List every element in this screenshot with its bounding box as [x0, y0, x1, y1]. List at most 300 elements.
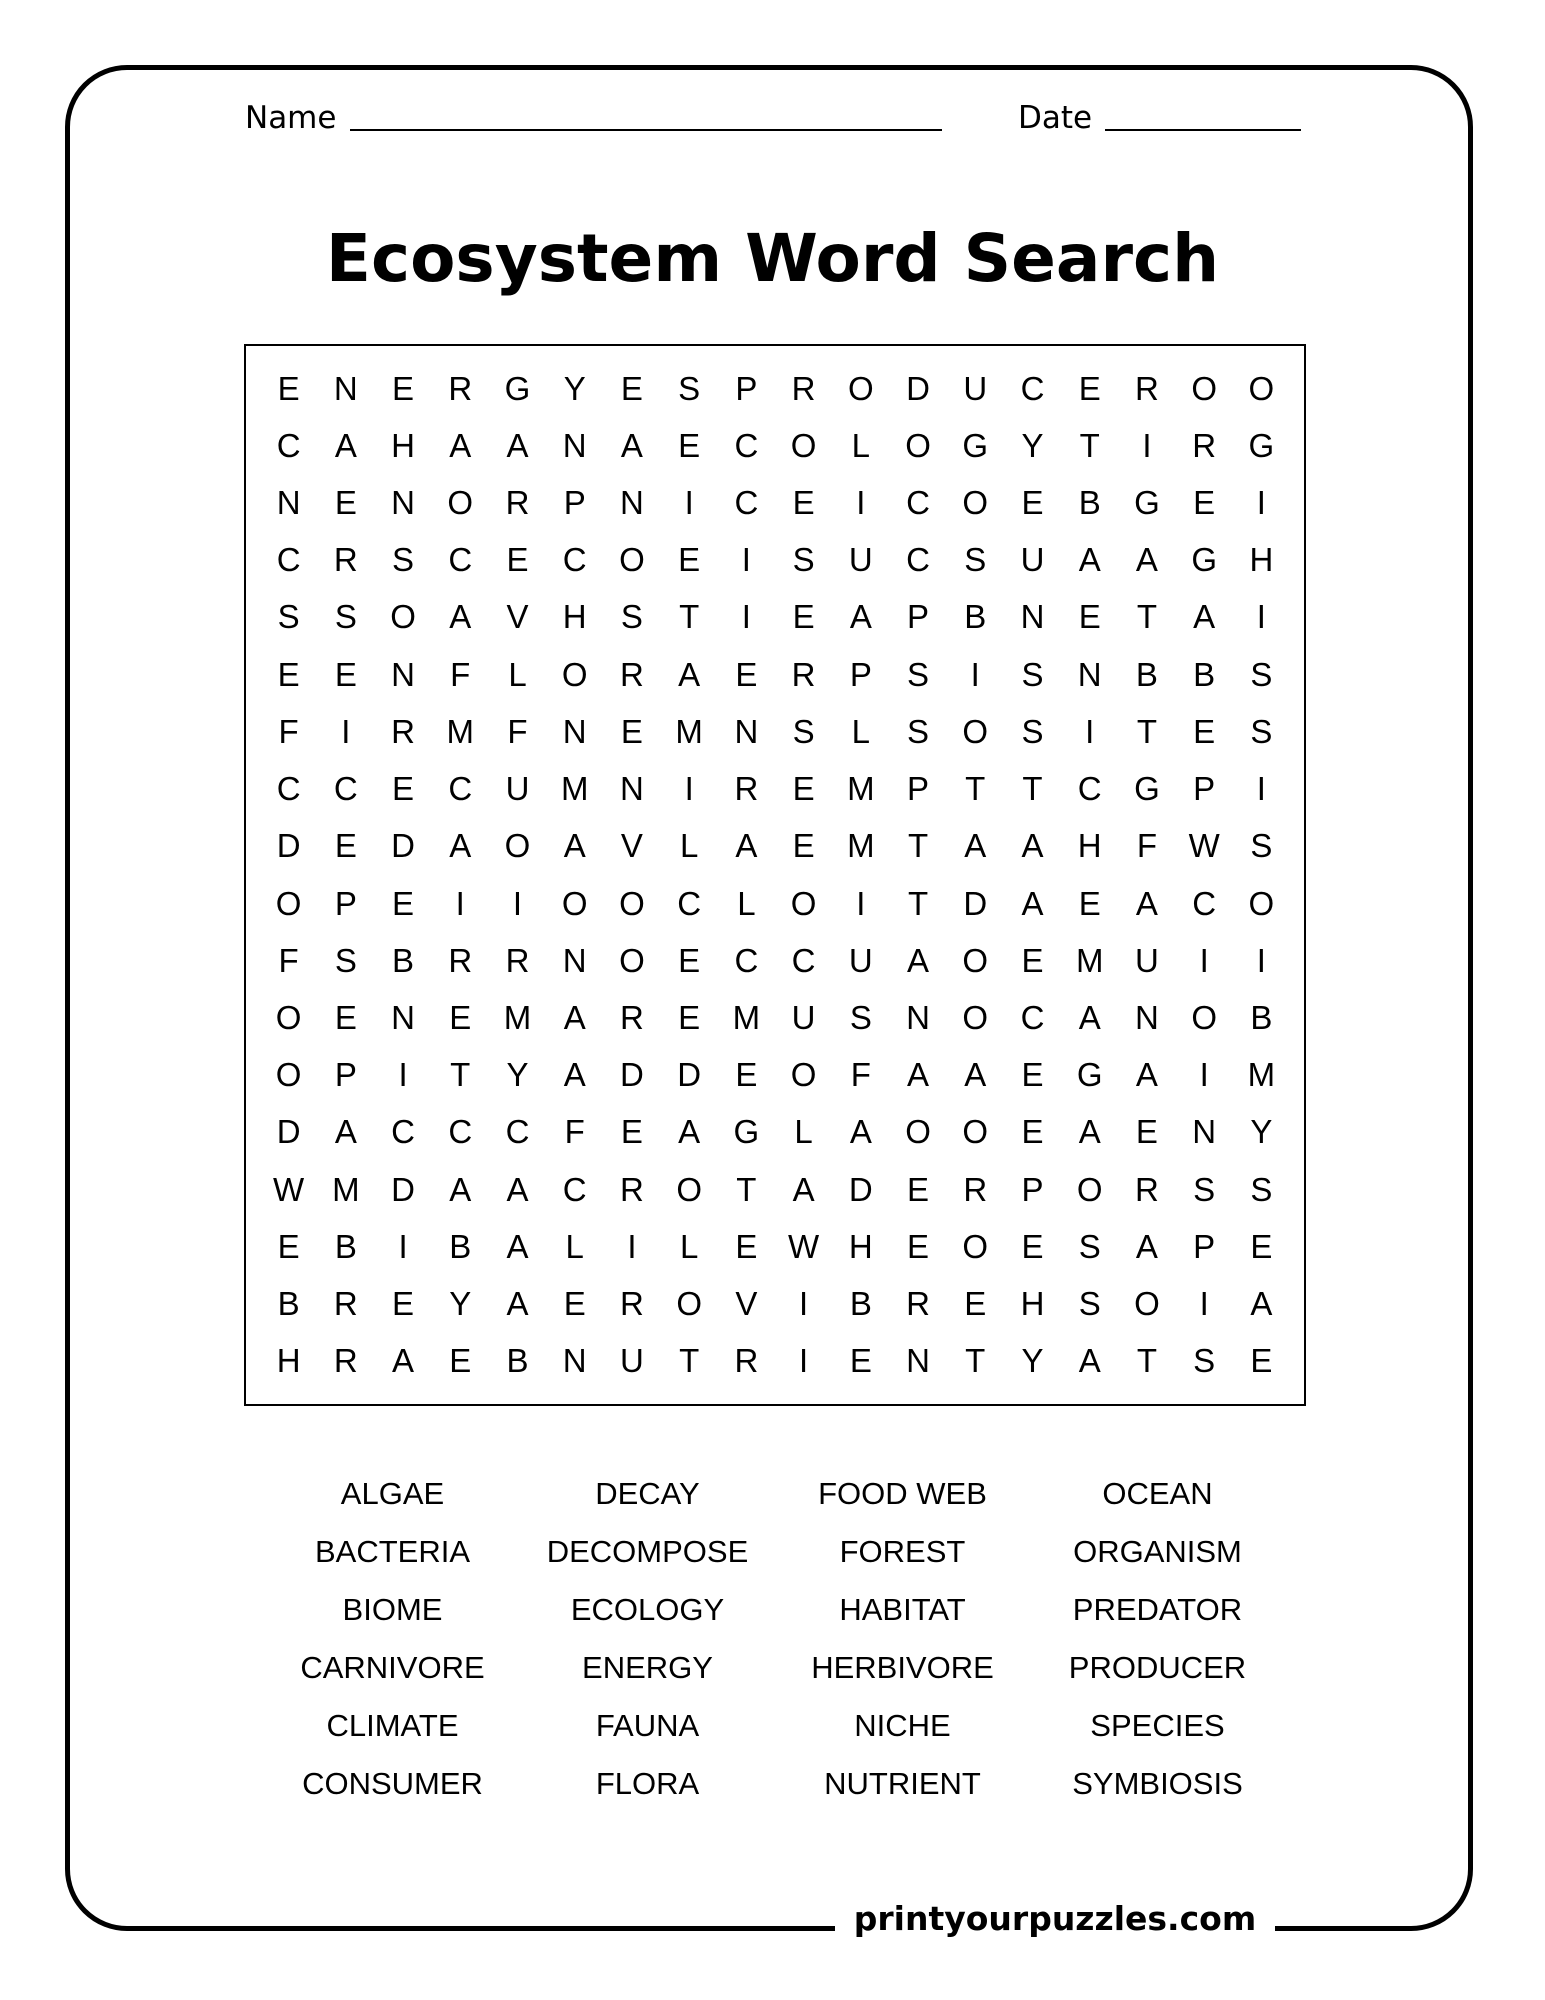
grid-letter[interactable]: A [1021, 884, 1044, 922]
grid-letter[interactable]: A [506, 1170, 529, 1208]
grid-letter[interactable]: O [390, 598, 416, 636]
grid-letter[interactable]: G [1191, 541, 1217, 579]
grid-letter[interactable]: E [849, 1342, 872, 1380]
grid-letter[interactable]: E [1021, 941, 1044, 979]
grid-letter[interactable]: A [1135, 1227, 1158, 1265]
grid-letter[interactable]: E [392, 770, 415, 808]
grid-letter[interactable]: S [907, 655, 930, 693]
grid-letter[interactable]: B [506, 1342, 529, 1380]
grid-letter[interactable]: U [505, 770, 530, 808]
grid-letter[interactable]: D [391, 1170, 415, 1208]
grid-letter[interactable]: O [962, 712, 989, 750]
grid-letter[interactable]: A [735, 827, 758, 865]
grid-letter[interactable]: A [563, 999, 586, 1037]
grid-letter[interactable]: F [850, 1056, 871, 1094]
grid-letter[interactable]: S [1250, 712, 1273, 750]
grid-letter[interactable]: A [1078, 541, 1101, 579]
grid-letter[interactable]: N [1020, 598, 1045, 636]
date-field[interactable] [1105, 129, 1301, 131]
grid-letter[interactable]: I [455, 884, 465, 922]
grid-letter[interactable]: E [678, 541, 701, 579]
grid-letter[interactable]: O [962, 941, 989, 979]
grid-letter[interactable]: C [391, 1113, 415, 1151]
grid-letter[interactable]: O [1134, 1285, 1160, 1323]
grid-letter[interactable]: C [448, 1113, 473, 1151]
grid-letter[interactable]: B [277, 1285, 300, 1323]
grid-letter[interactable]: R [620, 1285, 644, 1323]
grid-letter[interactable]: I [512, 884, 523, 922]
grid-letter[interactable]: I [856, 484, 866, 522]
grid-letter[interactable]: G [733, 1113, 760, 1151]
grid-letter[interactable]: R [333, 541, 358, 579]
grid-letter[interactable]: S [1193, 1342, 1216, 1380]
grid-letter[interactable]: I [741, 598, 751, 636]
grid-letter[interactable]: E [1078, 598, 1101, 636]
grid-letter[interactable]: S [849, 999, 872, 1037]
grid-letter[interactable]: T [907, 884, 929, 922]
grid-letter[interactable]: S [1078, 1285, 1101, 1323]
grid-letter[interactable]: N [734, 712, 759, 750]
grid-letter[interactable]: U [791, 999, 816, 1037]
grid-letter[interactable]: V [735, 1285, 758, 1323]
grid-letter[interactable]: E [1021, 1056, 1044, 1094]
grid-letter[interactable]: O [962, 484, 989, 522]
grid-letter[interactable]: I [1199, 1056, 1209, 1094]
grid-letter[interactable]: S [792, 541, 815, 579]
grid-letter[interactable]: W [788, 1227, 820, 1265]
grid-letter[interactable]: O [561, 655, 588, 693]
grid-letter[interactable]: R [734, 1342, 759, 1380]
grid-letter[interactable]: A [506, 1227, 529, 1265]
grid-letter[interactable]: R [391, 712, 415, 750]
grid-letter[interactable]: E [1078, 369, 1101, 407]
grid-letter[interactable]: S [1250, 655, 1273, 693]
grid-letter[interactable]: E [907, 1170, 930, 1208]
grid-letter[interactable]: E [277, 369, 300, 407]
grid-letter[interactable]: E [334, 484, 357, 522]
grid-letter[interactable]: O [847, 369, 874, 407]
grid-letter[interactable]: E [1193, 712, 1216, 750]
grid-letter[interactable]: E [334, 655, 357, 693]
grid-letter[interactable]: C [906, 541, 930, 579]
grid-letter[interactable]: R [448, 941, 473, 979]
grid-letter[interactable]: E [563, 1285, 586, 1323]
grid-letter[interactable]: H [562, 598, 587, 636]
grid-letter[interactable]: L [679, 827, 699, 865]
grid-letter[interactable]: C [562, 1170, 587, 1208]
grid-letter[interactable]: O [905, 426, 931, 464]
grid-letter[interactable]: I [1256, 598, 1266, 636]
grid-letter[interactable]: U [1135, 941, 1159, 979]
grid-letter[interactable]: Y [506, 1056, 529, 1094]
grid-letter[interactable]: I [856, 884, 866, 922]
grid-letter[interactable]: T [1022, 770, 1043, 808]
grid-letter[interactable]: P [334, 884, 357, 922]
grid-letter[interactable]: B [849, 1285, 872, 1323]
grid-letter[interactable]: P [334, 1056, 357, 1094]
grid-letter[interactable]: R [1192, 426, 1217, 464]
grid-letter[interactable]: Y [1021, 426, 1044, 464]
grid-letter[interactable]: M [503, 999, 532, 1037]
grid-letter[interactable]: B [964, 598, 987, 636]
grid-letter[interactable]: E [1021, 1227, 1044, 1265]
grid-letter[interactable]: E [792, 770, 815, 808]
grid-letter[interactable]: U [848, 541, 873, 579]
grid-letter[interactable]: W [1188, 827, 1220, 865]
grid-letter[interactable]: V [506, 598, 529, 636]
grid-letter[interactable]: O [619, 541, 645, 579]
grid-letter[interactable]: N [1135, 999, 1159, 1037]
grid-letter[interactable]: Y [1021, 1342, 1044, 1380]
grid-letter[interactable]: Y [1250, 1113, 1273, 1151]
grid-letter[interactable]: R [1135, 369, 1159, 407]
grid-letter[interactable]: V [620, 827, 643, 865]
grid-letter[interactable]: E [735, 1227, 758, 1265]
grid-letter[interactable]: O [962, 1227, 989, 1265]
grid-letter[interactable]: P [1021, 1170, 1044, 1208]
grid-letter[interactable]: E [792, 827, 815, 865]
grid-letter[interactable]: A [1135, 884, 1158, 922]
grid-letter[interactable]: N [562, 1342, 587, 1380]
grid-letter[interactable]: E [1193, 484, 1216, 522]
grid-letter[interactable]: O [1248, 884, 1275, 922]
grid-letter[interactable]: P [735, 369, 758, 407]
grid-letter[interactable]: G [962, 426, 989, 464]
grid-letter[interactable]: S [1250, 827, 1273, 865]
grid-letter[interactable]: E [392, 369, 415, 407]
grid-letter[interactable]: A [964, 827, 987, 865]
grid-letter[interactable]: O [1191, 999, 1217, 1037]
grid-letter[interactable]: S [792, 712, 815, 750]
grid-letter[interactable]: P [1193, 1227, 1216, 1265]
grid-letter[interactable]: B [1135, 655, 1158, 693]
grid-letter[interactable]: N [562, 941, 587, 979]
grid-letter[interactable]: E [1078, 884, 1101, 922]
grid-letter[interactable]: F [278, 941, 299, 979]
grid-letter[interactable]: E [792, 484, 815, 522]
grid-letter[interactable]: A [1135, 541, 1158, 579]
grid-letter[interactable]: N [1192, 1113, 1217, 1151]
grid-letter[interactable]: M [332, 1170, 360, 1208]
grid-letter[interactable]: L [508, 655, 527, 693]
grid-letter[interactable]: C [1020, 999, 1045, 1037]
grid-letter[interactable]: I [627, 1227, 637, 1265]
grid-letter[interactable]: A [449, 598, 472, 636]
grid-letter[interactable]: A [678, 655, 701, 693]
grid-letter[interactable]: O [1248, 369, 1275, 407]
grid-letter[interactable]: L [851, 426, 870, 464]
grid-letter[interactable]: G [1076, 1056, 1103, 1094]
grid-letter[interactable]: E [678, 999, 701, 1037]
grid-letter[interactable]: N [562, 712, 587, 750]
grid-letter[interactable]: F [564, 1113, 585, 1151]
grid-letter[interactable]: I [1142, 426, 1152, 464]
grid-letter[interactable]: I [1256, 484, 1266, 522]
grid-letter[interactable]: F [507, 712, 528, 750]
grid-letter[interactable]: S [334, 941, 357, 979]
grid-letter[interactable]: B [1078, 484, 1101, 522]
grid-letter[interactable]: E [506, 541, 529, 579]
grid-letter[interactable]: E [620, 712, 643, 750]
grid-letter[interactable]: C [505, 1113, 530, 1151]
grid-letter[interactable]: O [962, 999, 989, 1037]
grid-letter[interactable]: E [1021, 1113, 1044, 1151]
grid-letter[interactable]: O [676, 1285, 702, 1323]
grid-letter[interactable]: I [741, 541, 751, 579]
grid-letter[interactable]: E [334, 999, 357, 1037]
grid-letter[interactable]: O [1191, 369, 1217, 407]
grid-letter[interactable]: E [735, 1056, 758, 1094]
grid-letter[interactable]: I [341, 712, 351, 750]
grid-letter[interactable]: R [734, 770, 759, 808]
grid-letter[interactable]: E [678, 426, 701, 464]
grid-letter[interactable]: D [677, 1056, 702, 1094]
grid-letter[interactable]: N [1077, 655, 1102, 693]
grid-letter[interactable]: A [620, 426, 643, 464]
grid-letter[interactable]: N [391, 484, 415, 522]
grid-letter[interactable]: C [734, 484, 759, 522]
grid-letter[interactable]: E [964, 1285, 987, 1323]
grid-letter[interactable]: A [449, 827, 472, 865]
grid-letter[interactable]: A [506, 426, 529, 464]
grid-letter[interactable]: L [679, 1227, 699, 1265]
grid-letter[interactable]: S [620, 598, 643, 636]
grid-letter[interactable]: U [963, 369, 988, 407]
grid-letter[interactable]: I [799, 1285, 809, 1323]
grid-letter[interactable]: R [1135, 1170, 1159, 1208]
grid-letter[interactable]: A [334, 1113, 357, 1151]
grid-letter[interactable]: E [277, 1227, 300, 1265]
grid-letter[interactable]: C [276, 770, 301, 808]
grid-letter[interactable]: F [450, 655, 471, 693]
grid-letter[interactable]: E [792, 598, 815, 636]
grid-letter[interactable]: R [791, 369, 816, 407]
grid-letter[interactable]: R [505, 941, 530, 979]
grid-letter[interactable]: A [392, 1342, 415, 1380]
grid-letter[interactable]: H [1077, 827, 1102, 865]
grid-letter[interactable]: D [276, 1113, 301, 1151]
grid-letter[interactable]: T [1136, 712, 1158, 750]
grid-letter[interactable]: A [1021, 827, 1044, 865]
grid-letter[interactable]: N [276, 484, 301, 522]
grid-letter[interactable]: E [1250, 1342, 1273, 1380]
grid-letter[interactable]: R [963, 1170, 988, 1208]
grid-letter[interactable]: L [794, 1113, 813, 1151]
grid-letter[interactable]: F [278, 712, 299, 750]
grid-letter[interactable]: R [791, 655, 816, 693]
grid-letter[interactable]: O [619, 941, 645, 979]
grid-letter[interactable]: U [1020, 541, 1045, 579]
grid-letter[interactable]: O [619, 884, 645, 922]
grid-letter[interactable]: I [684, 484, 694, 522]
grid-letter[interactable]: E [1250, 1227, 1273, 1265]
grid-letter[interactable]: P [563, 484, 586, 522]
grid-letter[interactable]: T [965, 1342, 986, 1380]
grid-letter[interactable]: N [906, 1342, 930, 1380]
grid-letter[interactable]: U [848, 941, 873, 979]
grid-letter[interactable]: A [1078, 1113, 1101, 1151]
grid-letter[interactable]: S [277, 598, 300, 636]
grid-letter[interactable]: C [448, 770, 473, 808]
name-field[interactable] [350, 129, 942, 131]
grid-letter[interactable]: E [678, 941, 701, 979]
grid-letter[interactable]: T [679, 598, 700, 636]
grid-letter[interactable]: Y [563, 369, 586, 407]
grid-letter[interactable]: E [735, 655, 758, 693]
grid-letter[interactable]: T [1136, 598, 1158, 636]
grid-letter[interactable]: E [392, 1285, 415, 1323]
grid-letter[interactable]: N [562, 426, 587, 464]
grid-letter[interactable]: R [620, 655, 644, 693]
grid-letter[interactable]: N [906, 999, 930, 1037]
grid-letter[interactable]: I [970, 655, 980, 693]
grid-letter[interactable]: O [790, 884, 817, 922]
grid-letter[interactable]: S [907, 712, 930, 750]
grid-letter[interactable]: E [1021, 484, 1044, 522]
grid-letter[interactable]: H [1020, 1285, 1045, 1323]
grid-letter[interactable]: L [737, 884, 756, 922]
grid-letter[interactable]: I [799, 1342, 809, 1380]
grid-letter[interactable]: C [276, 426, 301, 464]
grid-letter[interactable]: D [848, 1170, 873, 1208]
grid-letter[interactable]: O [275, 1056, 302, 1094]
grid-letter[interactable]: R [333, 1285, 358, 1323]
grid-letter[interactable]: C [791, 941, 816, 979]
grid-letter[interactable]: O [275, 884, 302, 922]
grid-letter[interactable]: I [1199, 1285, 1209, 1323]
grid-letter[interactable]: C [1192, 884, 1217, 922]
grid-letter[interactable]: C [333, 770, 358, 808]
grid-letter[interactable]: T [450, 1056, 471, 1094]
grid-letter[interactable]: O [905, 1113, 931, 1151]
grid-letter[interactable]: C [1077, 770, 1102, 808]
grid-letter[interactable]: E [449, 999, 472, 1037]
grid-letter[interactable]: O [447, 484, 474, 522]
grid-letter[interactable]: A [792, 1170, 815, 1208]
grid-letter[interactable]: H [1249, 541, 1274, 579]
grid-letter[interactable]: C [562, 541, 587, 579]
grid-letter[interactable]: G [1134, 770, 1160, 808]
grid-letter[interactable]: S [964, 541, 987, 579]
grid-letter[interactable]: P [907, 598, 930, 636]
grid-letter[interactable]: H [276, 1342, 301, 1380]
grid-letter[interactable]: A [563, 827, 586, 865]
grid-letter[interactable]: E [449, 1342, 472, 1380]
grid-letter[interactable]: D [391, 827, 415, 865]
grid-letter[interactable]: C [734, 941, 759, 979]
grid-letter[interactable]: A [678, 1113, 701, 1151]
grid-letter[interactable]: M [446, 712, 475, 750]
grid-letter[interactable]: D [963, 884, 988, 922]
grid-letter[interactable]: A [506, 1285, 529, 1323]
grid-letter[interactable]: T [736, 1170, 757, 1208]
grid-letter[interactable]: T [965, 770, 986, 808]
grid-letter[interactable]: M [1075, 941, 1104, 979]
grid-letter[interactable]: U [620, 1342, 644, 1380]
grid-letter[interactable]: I [1256, 941, 1266, 979]
grid-letter[interactable]: W [273, 1170, 305, 1208]
grid-letter[interactable]: A [563, 1056, 586, 1094]
grid-letter[interactable]: A [849, 1113, 872, 1151]
grid-letter[interactable]: B [334, 1227, 357, 1265]
grid-letter[interactable]: H [391, 426, 415, 464]
grid-letter[interactable]: N [391, 999, 415, 1037]
grid-letter[interactable]: A [1078, 999, 1101, 1037]
grid-letter[interactable]: O [275, 999, 302, 1037]
grid-letter[interactable]: A [907, 941, 930, 979]
grid-letter[interactable]: A [449, 1170, 472, 1208]
grid-letter[interactable]: B [1250, 999, 1273, 1037]
grid-letter[interactable]: S [1193, 1170, 1216, 1208]
grid-letter[interactable]: A [1135, 1056, 1158, 1094]
grid-letter[interactable]: A [849, 598, 872, 636]
grid-letter[interactable]: R [505, 484, 530, 522]
grid-letter[interactable]: R [906, 1285, 930, 1323]
grid-letter[interactable]: G [1248, 426, 1275, 464]
grid-letter[interactable]: M [847, 770, 875, 808]
grid-letter[interactable]: A [334, 426, 357, 464]
grid-letter[interactable]: I [398, 1227, 408, 1265]
grid-letter[interactable]: I [1256, 770, 1266, 808]
grid-letter[interactable]: A [1193, 598, 1216, 636]
grid-letter[interactable]: O [962, 1113, 989, 1151]
grid-letter[interactable]: N [620, 484, 644, 522]
grid-letter[interactable]: B [449, 1227, 472, 1265]
grid-letter[interactable]: O [1076, 1170, 1103, 1208]
grid-letter[interactable]: M [1247, 1056, 1276, 1094]
grid-letter[interactable]: O [504, 827, 531, 865]
grid-letter[interactable]: N [620, 770, 644, 808]
grid-letter[interactable]: E [620, 1113, 643, 1151]
grid-letter[interactable]: F [1136, 827, 1158, 865]
grid-letter[interactable]: P [907, 770, 930, 808]
grid-letter[interactable]: O [676, 1170, 702, 1208]
grid-letter[interactable]: D [276, 827, 301, 865]
grid-letter[interactable]: R [333, 1342, 358, 1380]
grid-letter[interactable]: E [1135, 1113, 1158, 1151]
grid-letter[interactable]: B [392, 941, 415, 979]
grid-letter[interactable]: A [1250, 1285, 1273, 1323]
grid-letter[interactable]: L [565, 1227, 584, 1265]
grid-letter[interactable]: I [684, 770, 694, 808]
grid-letter[interactable]: D [906, 369, 930, 407]
grid-letter[interactable]: I [398, 1056, 408, 1094]
grid-letter[interactable]: P [1193, 770, 1216, 808]
grid-letter[interactable]: O [790, 1056, 817, 1094]
grid-letter[interactable]: R [448, 369, 473, 407]
grid-letter[interactable]: N [333, 369, 358, 407]
grid-letter[interactable]: A [449, 426, 472, 464]
grid-letter[interactable]: S [1021, 712, 1044, 750]
grid-letter[interactable]: H [848, 1227, 873, 1265]
grid-letter[interactable]: G [1134, 484, 1160, 522]
grid-letter[interactable]: P [849, 655, 872, 693]
grid-letter[interactable]: M [732, 999, 761, 1037]
grid-letter[interactable]: E [620, 369, 643, 407]
grid-letter[interactable]: T [1136, 1342, 1158, 1380]
grid-letter[interactable]: S [334, 598, 357, 636]
grid-letter[interactable]: C [1020, 369, 1045, 407]
grid-letter[interactable]: S [392, 541, 415, 579]
grid-letter[interactable]: C [734, 426, 759, 464]
grid-letter[interactable]: E [392, 884, 415, 922]
grid-letter[interactable]: C [448, 541, 473, 579]
grid-letter[interactable]: G [504, 369, 531, 407]
grid-letter[interactable]: I [1199, 941, 1209, 979]
grid-letter[interactable]: B [1193, 655, 1216, 693]
grid-letter[interactable]: A [1078, 1342, 1101, 1380]
grid-letter[interactable]: R [620, 1170, 644, 1208]
